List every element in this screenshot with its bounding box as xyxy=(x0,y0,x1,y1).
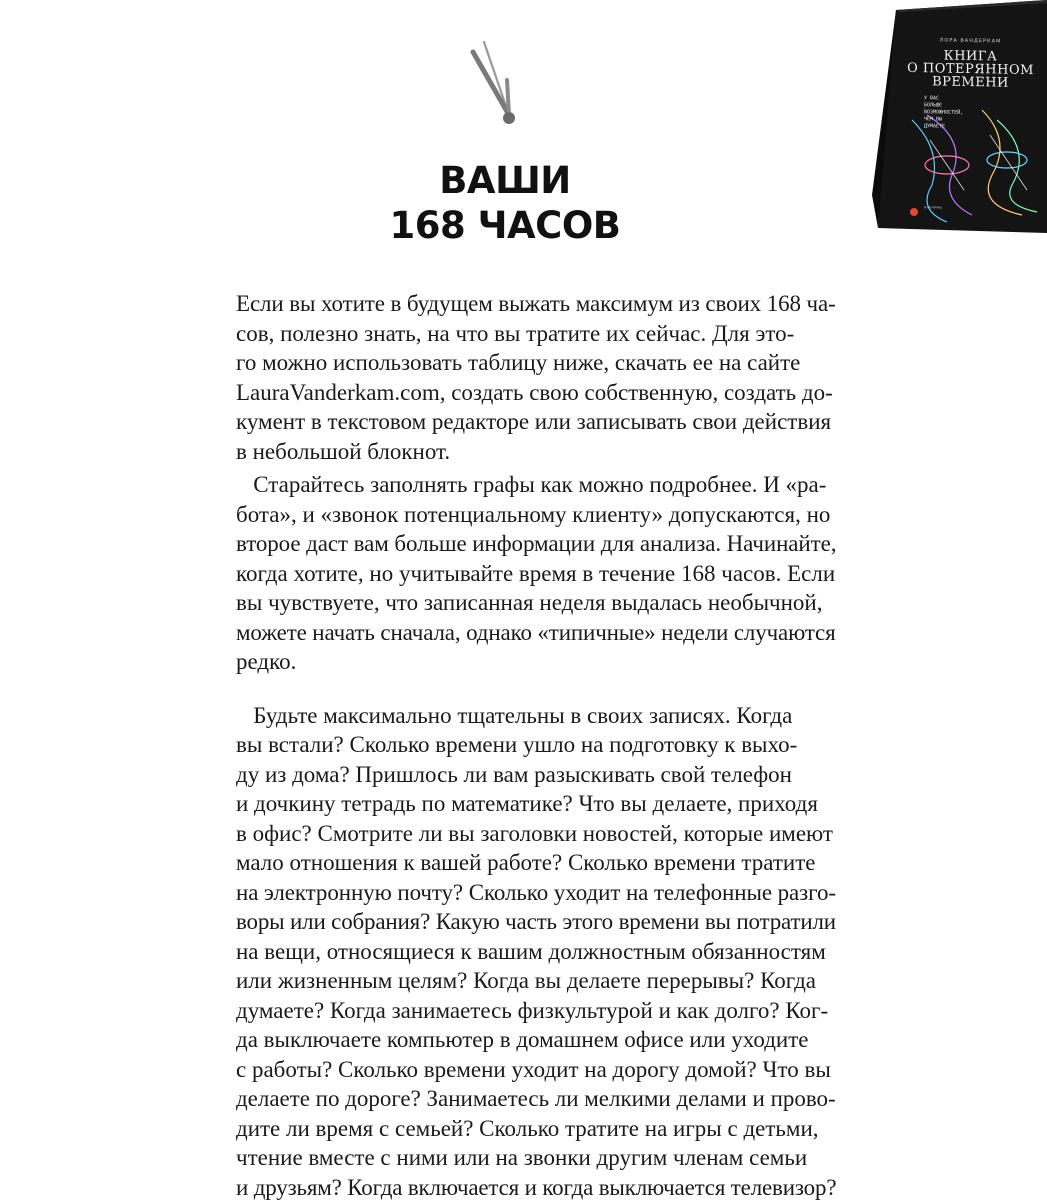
text-line: думаете? Когда занимаетесь физкультурой и как долго? Ког- xyxy=(236,996,836,1026)
cover-title-line: КНИГА xyxy=(894,49,1047,65)
cover-author: ЛОРА ВАНДЕРКАМ xyxy=(894,37,1047,46)
clock-hands-icon xyxy=(440,30,580,135)
cover-publisher: альпина xyxy=(924,204,942,209)
text-line: можете начать сначала, однако «типичные» недели случаются xyxy=(236,618,836,648)
text-line: в офис? Смотрите ли вы заголовки новостей, которые имеют xyxy=(236,819,836,849)
cover-title-line: ВРЕМЕНИ xyxy=(894,75,1047,91)
chapter-heading xyxy=(300,158,710,248)
text-line: Если вы хотите в будущем выжать максимум из своих 168 ча- xyxy=(236,289,836,319)
text-line: вы встали? Сколько времени ушло на подготовку к выхо- xyxy=(236,730,836,760)
cover-subtitle-line: ВОЗМОЖНОСТЕЙ, xyxy=(924,109,1024,118)
book-cover xyxy=(872,0,1047,233)
text-line: с работы? Сколько времени уходит на дорогу домой? Что вы xyxy=(236,1055,836,1085)
body-text xyxy=(236,289,836,1202)
text-line: делаете по дороге? Занимаетесь ли мелкими делами и прово- xyxy=(236,1084,836,1114)
text-line: Будьте максимально тщательны в своих записях. Когда xyxy=(236,701,836,731)
text-line: сов, полезно знать, на что вы тратите их сейчас. Для это- xyxy=(236,319,836,349)
text-line: в небольшой блокнот. xyxy=(236,437,836,467)
text-line: дите ли время с семьей? Сколько тратите на игры с детьми, xyxy=(236,1114,836,1144)
text-line: чтение вместе с ними или на звонки другим членам семьи xyxy=(236,1143,836,1173)
paragraph xyxy=(236,289,836,466)
paragraph xyxy=(236,470,836,677)
cover-title xyxy=(894,49,1047,91)
text-line: Старайтесь заполнять графы как можно подробнее. И «ра- xyxy=(236,470,836,500)
text-line: ду из дома? Пришлось ли вам разыскивать свой телефон xyxy=(236,760,836,790)
heading-line-1: ВАШИ xyxy=(300,158,710,203)
text-line: когда хотите, но учитывайте время в течение 168 часов. Если xyxy=(236,559,836,589)
heading-line-2: 168 ЧАСОВ xyxy=(300,203,710,248)
cover-subtitle-line: БОЛЬШЕ xyxy=(924,102,1024,111)
cover-subtitle xyxy=(924,95,1024,132)
text-line: вы чувствуете, что записанная неделя выдалась необычной, xyxy=(236,588,836,618)
text-line: го можно использовать таблицу ниже, скачать ее на сайте xyxy=(236,348,836,378)
text-line: LauraVanderkam.com, создать свою собственную, создать до- xyxy=(236,378,836,408)
text-line: мало отношения к вашей работе? Сколько времени тратите xyxy=(236,848,836,878)
text-line: на вещи, относящиеся к вашим должностным обязанностям xyxy=(236,937,836,967)
text-line: и дочкину тетрадь по математике? Что вы делаете, приходя xyxy=(236,789,836,819)
text-line: воры или собрания? Какую часть этого времени вы потратили xyxy=(236,907,836,937)
text-line: бота», и «звонок потенциальному клиенту» допускаются, но xyxy=(236,500,836,530)
text-line: второе даст вам больше информации для анализа. Начинайте, xyxy=(236,529,836,559)
text-line: да выключаете компьютер в домашнем офисе или уходите xyxy=(236,1025,836,1055)
text-line: кумент в текстовом редакторе или записывать свои действия xyxy=(236,407,836,437)
paragraph xyxy=(236,701,836,1202)
text-line: редко. xyxy=(236,647,836,677)
cover-subtitle-line: У ВАС xyxy=(924,95,1024,104)
text-line: на электронную почту? Сколько уходит на телефонные разго- xyxy=(236,878,836,908)
cover-subtitle-line: ЧЕМ ВЫ xyxy=(924,116,1024,125)
text-line: и друзьям? Когда включается и когда выключается телевизор? xyxy=(236,1173,836,1202)
cover-subtitle-line: ДУМАЕТЕ xyxy=(924,123,1024,132)
cover-title-line: О ПОТЕРЯННОМ xyxy=(894,62,1047,78)
text-line: или жизненным целям? Когда вы делаете перерывы? Когда xyxy=(236,966,836,996)
